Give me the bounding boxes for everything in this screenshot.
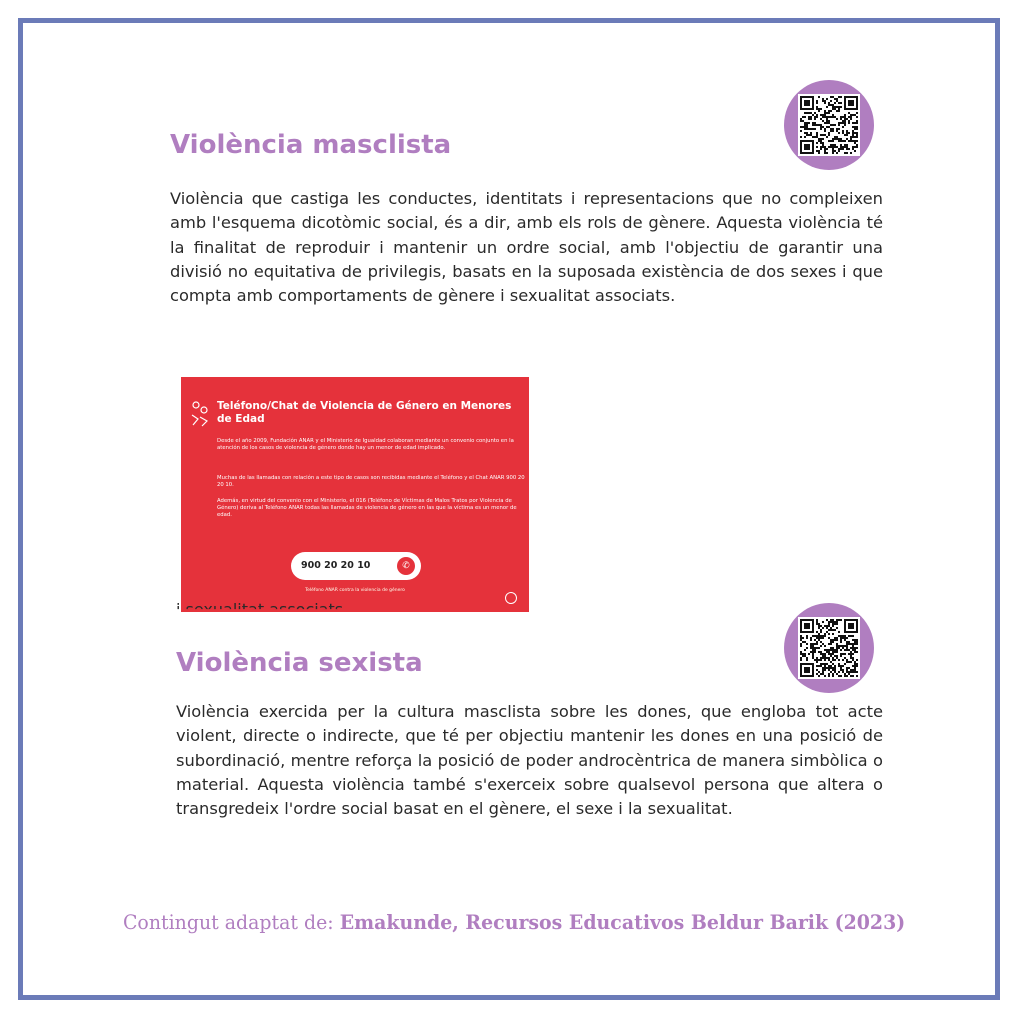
qr-code-1[interactable] — [784, 80, 874, 170]
anar-banner-image — [181, 377, 529, 612]
footer-credit — [0, 911, 1024, 934]
anar-logo-icon — [189, 399, 211, 427]
banner-title: Teléfono/Chat de Violencia de Género en Menores de Edad — [217, 400, 512, 425]
section-1-body: Violència que castiga les conductes, identitats i representacions que no compleixen amb l'esquema dicotòmic social, és a dir, amb els rols de gènere. Aquesta violència té la finalitat de reproduir i mantenir un ordre social, amb l'objectiu de garantir una divisió no equitativa de privilegis, basats en la suposada existència de dos sexes i que compta amb comportaments de gènere i sexualitat associats. — [170, 189, 883, 306]
phone-pill[interactable] — [291, 552, 421, 580]
section-2-body: Violència exercida per la cultura masclista sobre les dones, que engloba tot acte violent, directe o indirecte, que té per objectiu mantenir les dones en una posició de subordinació, mentre reforça la posició de poder androcèntrica de manera simbòlica o material. Aquesta violència també s'exerceix sobre qualsevol persona que altera o transgredeix l'ordre social basat en el gènere, el sexe i la sexualitat. — [176, 702, 883, 819]
qr-code-icon — [798, 617, 860, 679]
banner-paragraph-1: Desde el año 2009, Fundación ANAR y el Ministerio de Igualdad colaboran mediante un convenio conjunto en la atención de los casos de violencia de género donde hay un menor de edad implicado. — [217, 438, 514, 452]
banner-caption: Teléfono ANAR contra la violencia de género — [305, 588, 405, 593]
footer-prefix: Contingut adaptat de: — [122, 911, 340, 934]
banner-paragraph-2: Muchas de las llamadas con relación a este tipo de casos son recibidas mediante el Teléfono y el Chat ANAR 900 20 20 10. — [217, 475, 525, 489]
banner-paragraph-3: Además, en virtud del convenio con el Ministerio, el 016 (Teléfono de Víctimas de Malos Tratos por Violencia de Género) deriva al Teléfono ANAR todas las llamadas de violencia de género en las que la víctima es un menor de edad. — [217, 498, 517, 519]
section-1-title: Violència masclista — [170, 130, 452, 160]
chat-icon[interactable] — [505, 592, 517, 604]
section-2-title: Violència sexista — [176, 648, 423, 678]
footer-source: Emakunde, Recursos Educativos Beldur Barik (2023) — [339, 911, 906, 934]
phone-number: 900 20 20 10 — [301, 560, 371, 571]
phone-icon[interactable]: ✆ — [397, 557, 415, 575]
qr-code-2[interactable] — [784, 603, 874, 693]
qr-code-icon — [798, 94, 860, 156]
